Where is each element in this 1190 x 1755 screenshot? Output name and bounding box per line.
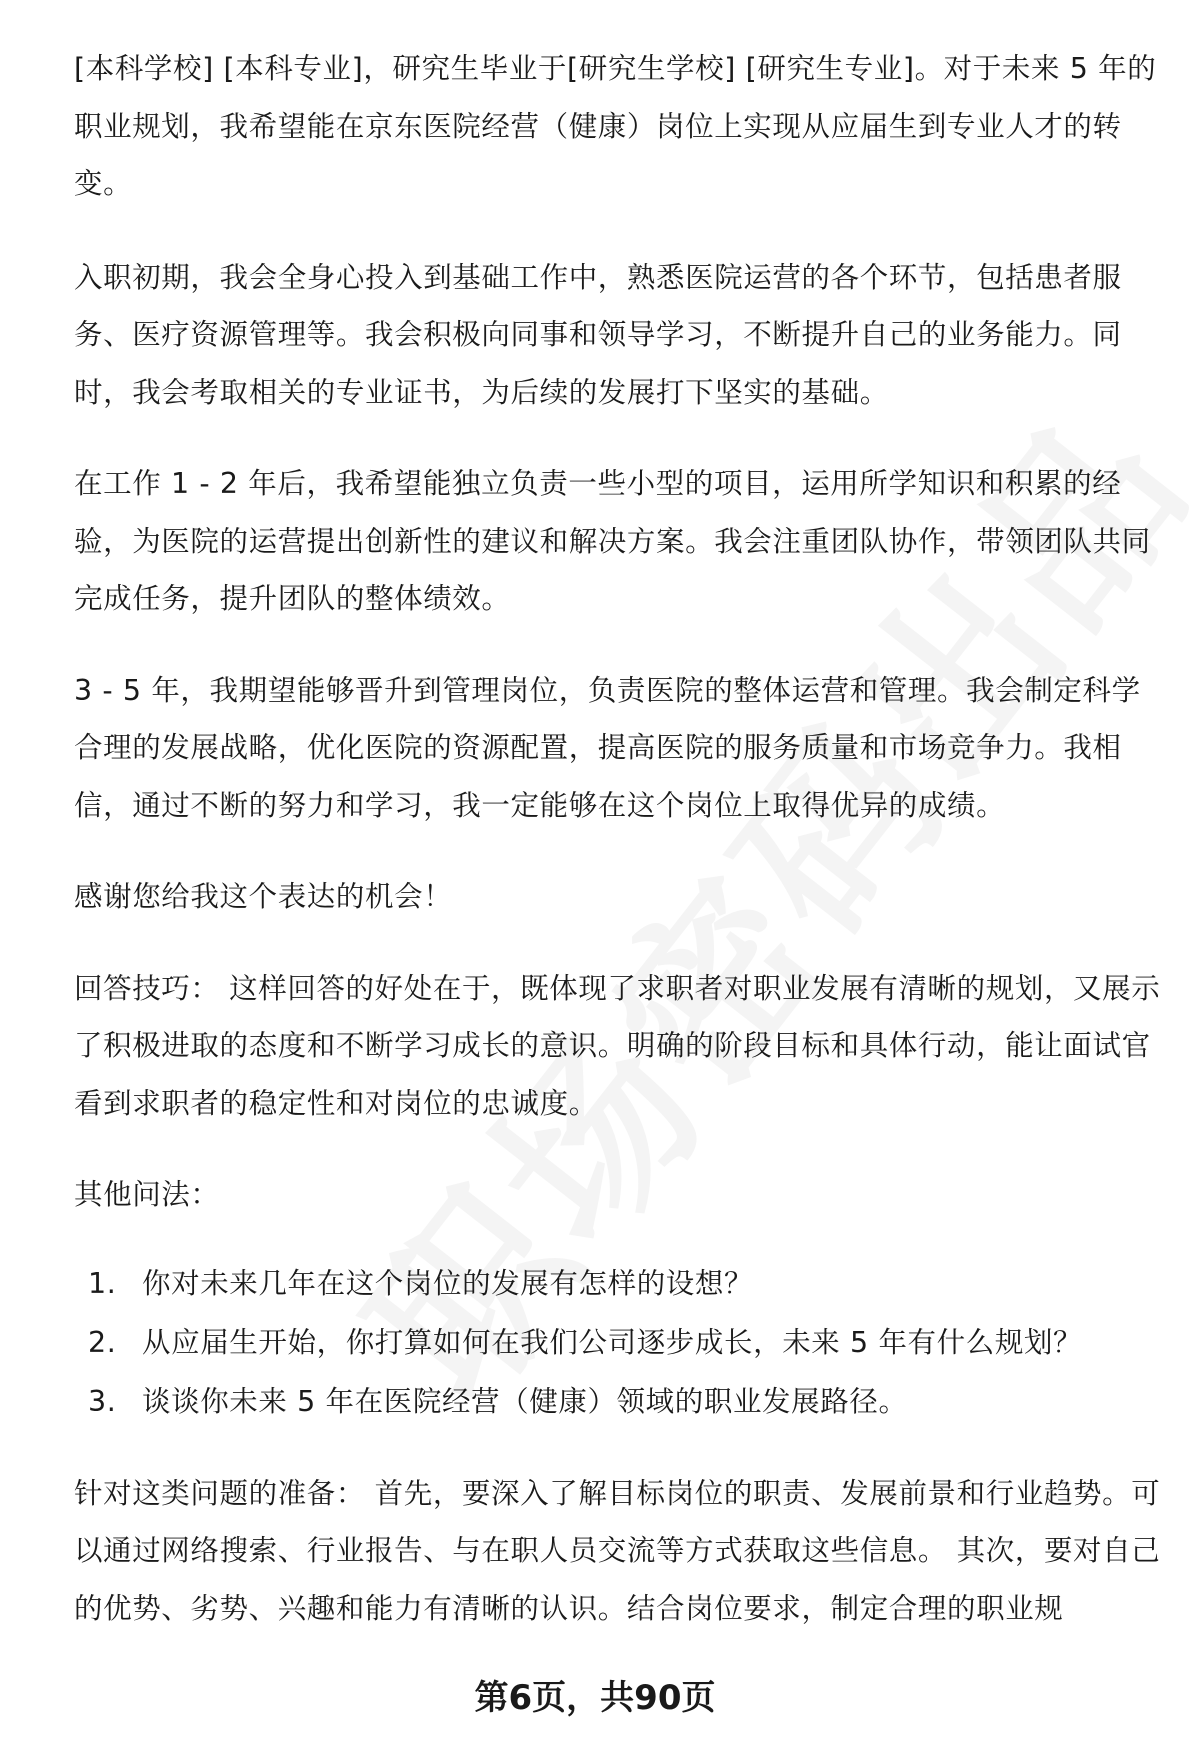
paragraph-stage-late: 3 - 5 年，我期望能够晋升到管理岗位，负责医院的整体运营和管理。我会制定科学合理的发展战略，优化医院的资源配置，提高医院的服务质量和市场竞争力。我相信，通过不断的努力和学习，我一定能够在这个岗位上取得优异的成绩。	[74, 673, 1141, 822]
paragraph-thanks: 感谢您给我这个表达的机会！	[74, 880, 453, 913]
paragraph-tips: 回答技巧： 这样回答的好处在于，既体现了求职者对职业发展有清晰的规划，又展示了积极进取的态度和不断学习成长的意识。明确的阶段目标和具体行动，能让面试官看到求职者的稳定性和对岗位的忠诚度。	[74, 971, 1161, 1120]
paragraph-stage-early: 入职初期，我会全身心投入到基础工作中，熟悉医院运营的各个环节，包括患者服务、医疗资源管理等。我会积极向同事和领导学习，不断提升自己的业务能力。同时，我会考取相关的专业证书，为后续的发展打下坚实的基础。	[74, 260, 1122, 409]
list-item-number: 1.	[88, 1266, 117, 1300]
page-number-footer: 第6页，共90页	[474, 1678, 716, 1718]
list-item	[74, 1254, 1164, 1313]
other-questions-list	[74, 1254, 1164, 1431]
list-item-number: 3.	[88, 1384, 117, 1418]
paragraph-stage-mid: 在工作 1 - 2 年后，我希望能独立负责一些小型的项目，运用所学知识和积累的经验，为医院的运营提出创新性的建议和解决方案。我会注重团队协作，带领团队共同完成任务，提升团队的整体绩效。	[74, 467, 1151, 615]
list-item-text: 从应届生开始，你打算如何在我们公司逐步成长，未来 5 年有什么规划？	[142, 1325, 1083, 1359]
list-item-text: 你对未来几年在这个岗位的发展有怎样的设想？	[142, 1266, 754, 1300]
paragraph-intro: [本科学校] [本科专业]，研究生毕业于[研究生学校] [研究生专业]。对于未来 5 年的职业规划，我希望能在京东医院经营（健康）岗位上实现从应届生到专业人才的转变。	[74, 52, 1157, 200]
other-questions-heading: 其他问法：	[74, 1178, 220, 1211]
paragraph-preparation: 针对这类问题的准备： 首先，要深入了解目标岗位的职责、发展前景和行业趋势。可以通过网络搜索、行业报告、与在职人员交流等方式获取这些信息。 其次，要对自己的优势、劣势、兴趣和能力有清晰的认识。结合岗位要求，制定合理的职业规	[74, 1476, 1161, 1625]
list-item	[74, 1372, 1164, 1431]
list-item-number: 2.	[88, 1325, 117, 1359]
list-item	[74, 1313, 1164, 1372]
list-item-text: 谈谈你未来 5 年在医院经营（健康）领域的职业发展路径。	[142, 1384, 908, 1418]
document-body	[74, 40, 1164, 1637]
